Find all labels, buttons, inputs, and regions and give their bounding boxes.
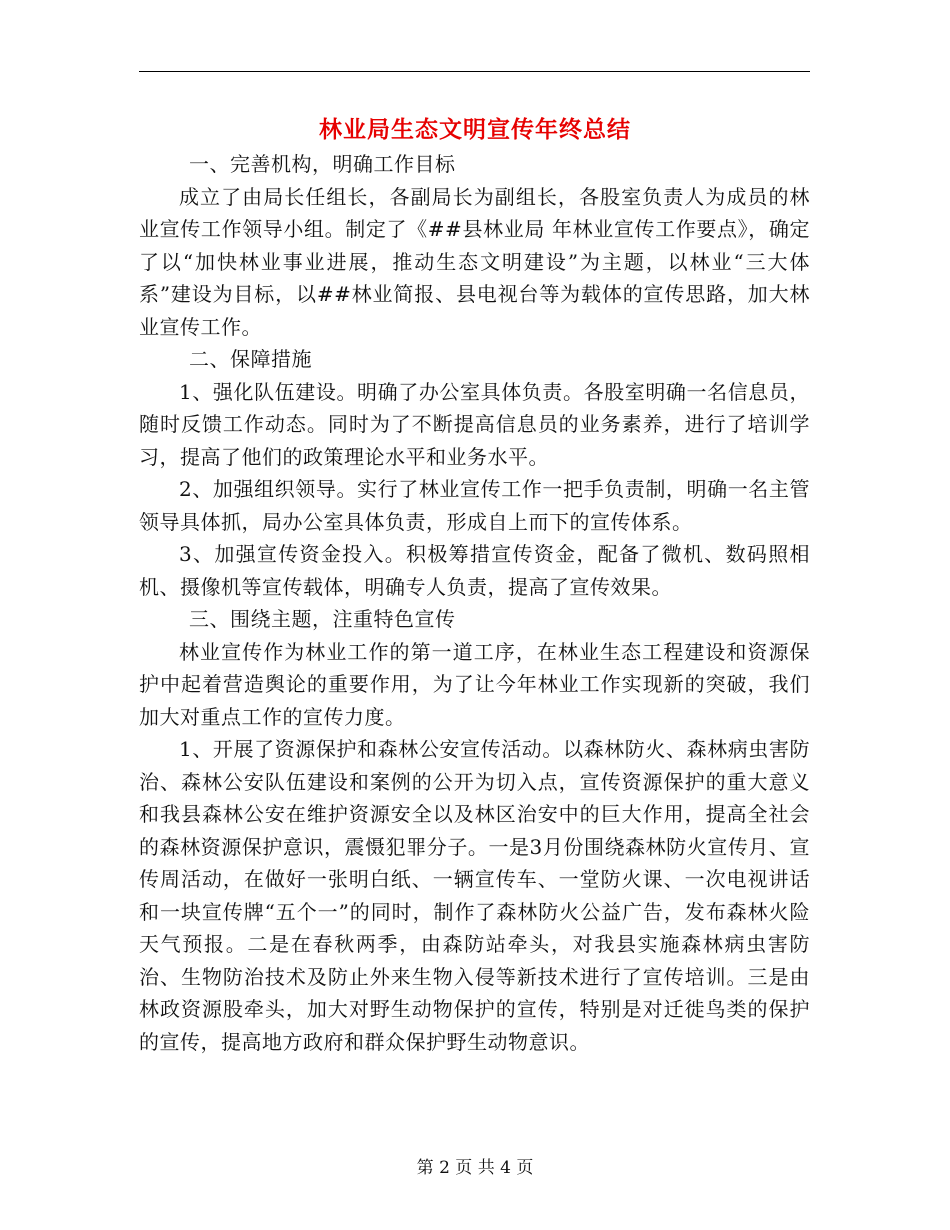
document-title: 林业局生态文明宣传年终总结	[319, 116, 631, 143]
section-heading-1: 一、完善机构，明确工作目标	[189, 152, 456, 176]
paragraph: 1、开展了资源保护和森林公安宣传活动。以森林防火、森林病虫害防治、森林公安队伍建设和案例的公开为切入点，宣传资源保护的重大意义和我县森林公安在维护资源安全以及林区治安中的巨大作用，提高全社会的森林资源保护意识，震慑犯罪分子。一是3月份围绕森林防火宣传月、宣传周活动，在做好一张明白纸、一辆宣传车、一堂防火课、一次电视讲话和一块宣传牌“五个一”的同时，制作了森林防火公益广告，发布森林火险天气预报。二是在春秋两季，由森防站牵头，对我县实施森林病虫害防治、生物防治技术及防止外来生物入侵等新技术进行了宣传培训。三是由林政资源股牵头，加大对野生动物保护的宣传，特别是对迁徙鸟类的保护的宣传，提高地方政府和群众保护野生动物意识。	[139, 737, 810, 1054]
section-heading-2: 二、保障措施	[189, 347, 312, 371]
header-rule	[139, 71, 810, 72]
page-number-footer: 第 2 页 共 4 页	[416, 1158, 534, 1178]
paragraph: 2、加强组织领导。实行了林业宣传工作一把手负责制，明确一名主管领导具体抓，局办公室具体负责，形成自上而下的宣传体系。	[139, 477, 810, 534]
paragraph: 林业宣传作为林业工作的第一道工序，在林业生态工程建设和资源保护中起着营造舆论的重要作用，为了让今年林业工作实现新的突破，我们加大对重点工作的宣传力度。	[139, 639, 810, 729]
paragraph: 3、加强宣传资金投入。积极筹措宣传资金，配备了微机、数码照相机、摄像机等宣传载体，明确专人负责，提高了宣传效果。	[139, 542, 810, 599]
paragraph: 1、强化队伍建设。明确了办公室具体负责。各股室明确一名信息员，随时反馈工作动态。同时为了不断提高信息员的业务素养，进行了培训学习，提高了他们的政策理论水平和业务水平。	[139, 379, 810, 469]
paragraph: 成立了由局长任组长，各副局长为副组长，各股室负责人为成员的林业宣传工作领导小组。制定了《##县林业局 年林业宣传工作要点》，确定了以“加快林业事业进展，推动生态文明建设”为主题，以林业“三大体系”建设为目标，以##林业简报、县电视台等为载体的宣传思路，加大林业宣传工作。	[139, 184, 810, 339]
section-heading-3: 三、围绕主题，注重特色宣传	[189, 607, 456, 631]
document-body	[139, 148, 810, 1058]
